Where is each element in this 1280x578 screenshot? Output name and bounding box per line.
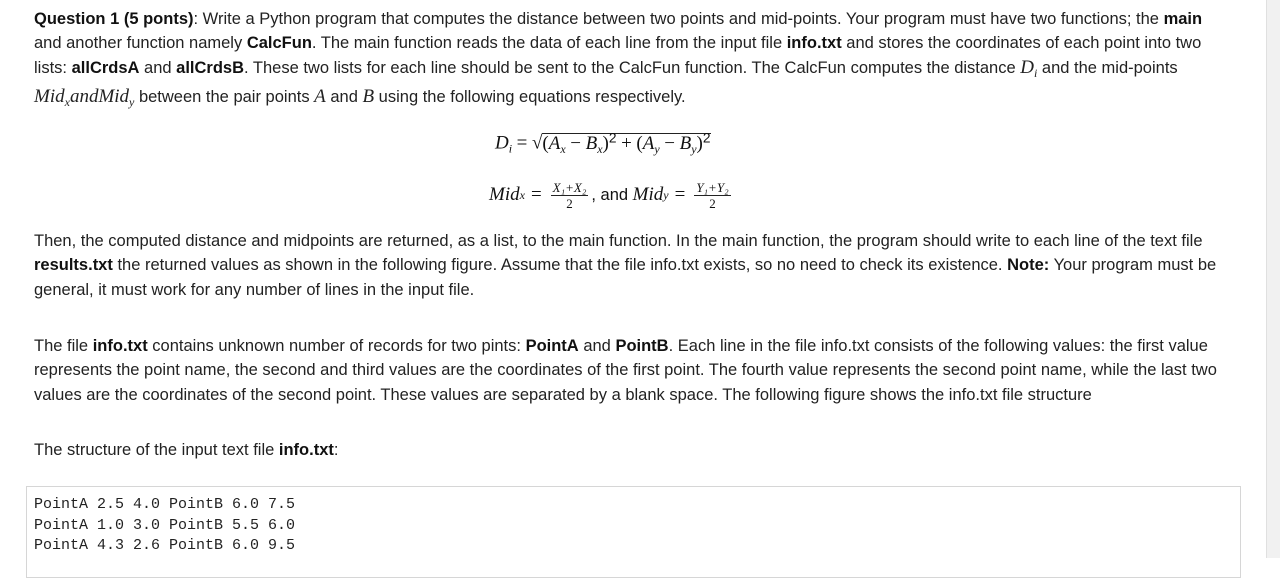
vertical-scrollbar[interactable]: [1266, 0, 1280, 558]
question-paragraph: Question 1 (5 ponts): Write a Python program that computes the distance between two points and mid-points. Your program must have two functions; the main and another function namely CalcFun. The main function reads the data of each line from the input file info.txt and stores the coordinates of each point into two lists: allCrdsA and allCrdsB. These two lists for each line should be sent to the CalcFun function. The CalcFun computes the distance $D_i$ and the mid-points Mid$_x$andMid$_y$ between the pair points A and B using the following equations respectively.: [34, 10, 1203, 109]
code-line: PointA 2.5 4.0 PointB 6.0 7.5: [34, 496, 296, 513]
question-text: [34, 7, 1234, 114]
paragraph-results: Then, the computed distance and midpoints are returned, as a list, to the main function. In the main function, the program should write to each line of the text file results.txt the returned values as shown in the following figure. Assume that the file info.txt exists, so no need to check its existence. Note: Your program must be general, it must work for any number of lines in the input file.: [34, 232, 1217, 299]
var-d: D: [1020, 56, 1034, 78]
question-label: Question 1 (5 ponts): [34, 10, 194, 28]
paragraph-info-file: The file info.txt contains unknown number of records for two pints: PointA and PointB. Each line in the file info.txt consists of the following values: the first value represents the point name, the second and third values are the coordinates of the first point. The fourth value represents the second point name, while the last two values are the coordinates of the second point. These values are separated by a blank space. The following figure shows the info.txt file structure: [34, 337, 1217, 404]
code-content: [34, 495, 295, 557]
fraction-x: $\frac{\text{X₁+X₂}}{2}$: [552, 179, 587, 211]
paragraph-structure: The structure of the input text file info.txt:: [34, 441, 339, 459]
code-block: [26, 486, 1241, 578]
distance-equation: $D_i = √(A_x - B_x)^2 + (A_y - B_y)^2$: [495, 130, 711, 156]
sqrt-symbol: $√(A_x - B_x)^2 + (A_y - B_y)^2$: [531, 130, 711, 156]
code-line: PointA 1.0 3.0 PointB 5.5 6.0: [34, 516, 296, 534]
midpoint-equation: Mid x = $\frac{\text{X₁+X₂}}{2}$ , and Mid y = $\frac{\text{Y₁+Y₂}}{2}$: [489, 179, 729, 211]
code-line: PointA 4.3 2.6 PointB 6.0 9.5: [34, 537, 296, 554]
fraction-y: $\frac{\text{Y₁+Y₂}}{2}$: [696, 179, 729, 211]
